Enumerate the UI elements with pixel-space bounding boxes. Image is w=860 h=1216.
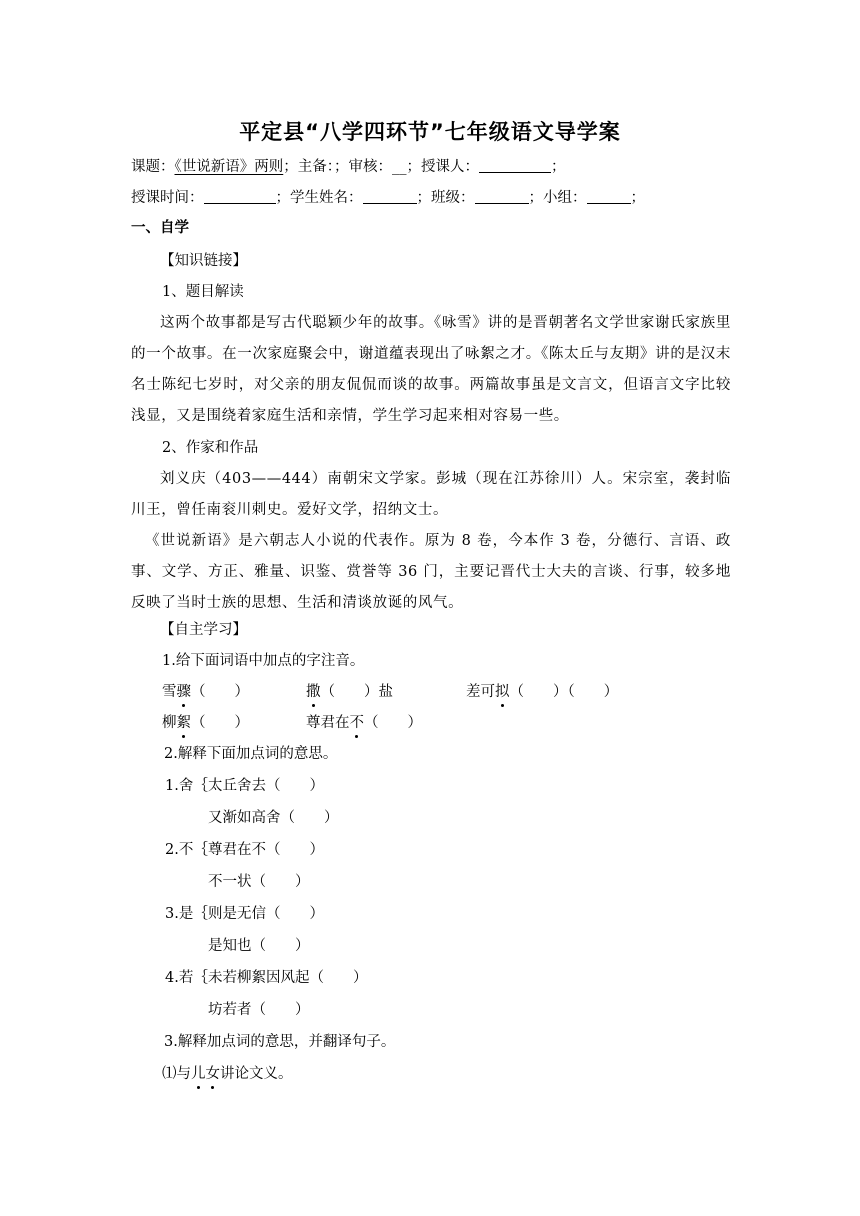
word-group-line: 不一状（ ）: [208, 874, 310, 890]
student-blank[interactable]: [363, 188, 417, 204]
time-label: 授课时间：: [131, 190, 204, 206]
semicolon: ；: [551, 159, 566, 175]
student-label: ；学生姓名：: [275, 190, 363, 206]
dotted-char: 拟: [495, 684, 510, 700]
word-group-label: 2.不｛: [165, 842, 208, 858]
class-blank[interactable]: [475, 188, 529, 204]
dotted-char: 絮: [176, 715, 191, 731]
pinyin-item: [306, 682, 393, 702]
dotted-char: 儿: [191, 1066, 206, 1082]
item-text: 雪: [162, 684, 177, 700]
dotted-char: 骤: [176, 684, 191, 700]
word-group-label: 4.若｛: [165, 970, 208, 986]
item-text: 讲论文义。: [220, 1066, 293, 1082]
pinyin-item: [162, 682, 249, 702]
question-1: 1.给下面词语中加点的字注音。: [162, 653, 365, 669]
knowledge-heading: 【知识链接】: [160, 253, 247, 269]
topic-line: [131, 157, 566, 177]
pinyin-item: [306, 713, 422, 733]
word-group-line: 又渐如高舍（ ）: [208, 810, 339, 826]
session-line: [131, 188, 645, 208]
question-3: 3.解释加点词的意思，并翻译句子。: [164, 1034, 396, 1050]
self-study-heading: 【自主学习】: [160, 622, 247, 638]
word-group-line: 则是无信（ ）: [208, 906, 324, 922]
answer-blank[interactable]: （ ）（ ）: [509, 684, 619, 700]
teacher-blank[interactable]: [479, 157, 551, 173]
topic-value: 《世说新语》两则: [174, 159, 284, 175]
word-group-label: 1.舍｛: [165, 778, 208, 794]
paragraph-book: 《世说新语》是六朝志人小说的代表作。原为 8 卷，今本作 3 卷，分德行、言语、政事、文学、方正、雅量、识鉴、赏誉等 36 门，主要记晋代士大夫的言谈、行事，较多地反映了当时士族的思想、生活和清谈放诞的风气。: [131, 533, 731, 611]
item-text: 尊君在: [306, 715, 350, 731]
semicolon: ；: [630, 190, 645, 206]
word-group-line: 尊君在不（ ）: [208, 842, 324, 858]
answer-blank[interactable]: （ ）: [191, 684, 249, 700]
pinyin-item: [466, 682, 618, 702]
word-group-line: 未若柳絮因风起（ ）: [208, 970, 368, 986]
item-text: 差: [466, 684, 481, 700]
subheading-2: 2、作家和作品: [162, 440, 259, 456]
word-group-line: 坊若者（ ）: [208, 1002, 310, 1018]
time-blank[interactable]: [204, 188, 276, 204]
pinyin-item: [162, 713, 249, 733]
topic-label: 课题：: [131, 159, 175, 175]
subheading-1: 1、题目解读: [162, 284, 244, 300]
word-group-line: 太丘舍去（ ）: [208, 778, 324, 794]
group-label: ；小组：: [528, 190, 587, 206]
dotted-char: 不: [349, 715, 364, 731]
answer-blank[interactable]: （ ）: [191, 715, 249, 731]
item-text: ⑴与: [162, 1066, 191, 1082]
question-2: 2.解释下面加点词的意思。: [164, 746, 338, 762]
item-text: 可: [480, 684, 495, 700]
group-blank[interactable]: [587, 188, 631, 204]
paragraph-author: 刘义庆（403——444）南朝宋文学家。彭城（现在江苏徐川）人。宋宗室，袭封临川王，曾任南衮川刺史。爱好文学，招纳文士。: [131, 471, 731, 518]
class-label: ；班级：: [416, 190, 475, 206]
translate-item: [162, 1064, 293, 1084]
answer-blank[interactable]: （ ）盐: [320, 684, 393, 700]
section-heading: 一、自学: [131, 220, 189, 236]
item-text: 柳: [162, 715, 177, 731]
paragraph-intro: 这两个故事都是写古代聪颖少年的故事。《咏雪》讲的是晋朝著名文学世家谢氏家族里的一个故事。在一次家庭聚会中，谢道蕴表现出了咏絮之才。《陈太丘与友期》讲的是汉末名士陈纪七岁时，对父亲的朋友侃侃而谈的故事。两篇故事虽是文言文，但语言文字比较浅显，又是围绕着家庭生活和亲情，学生学习起来相对容易一些。: [131, 315, 731, 424]
answer-blank[interactable]: （ ）: [364, 715, 422, 731]
dotted-char: 撒: [306, 684, 321, 700]
topic-rest: ；主备：；审核：__；授课人：: [283, 159, 479, 175]
dotted-char: 女: [205, 1066, 220, 1082]
word-group-label: 3.是｛: [165, 906, 208, 922]
page-title: 平定县“八学四环节”七年级语文导学案: [239, 120, 621, 144]
word-group-line: 是知也（ ）: [208, 938, 310, 954]
